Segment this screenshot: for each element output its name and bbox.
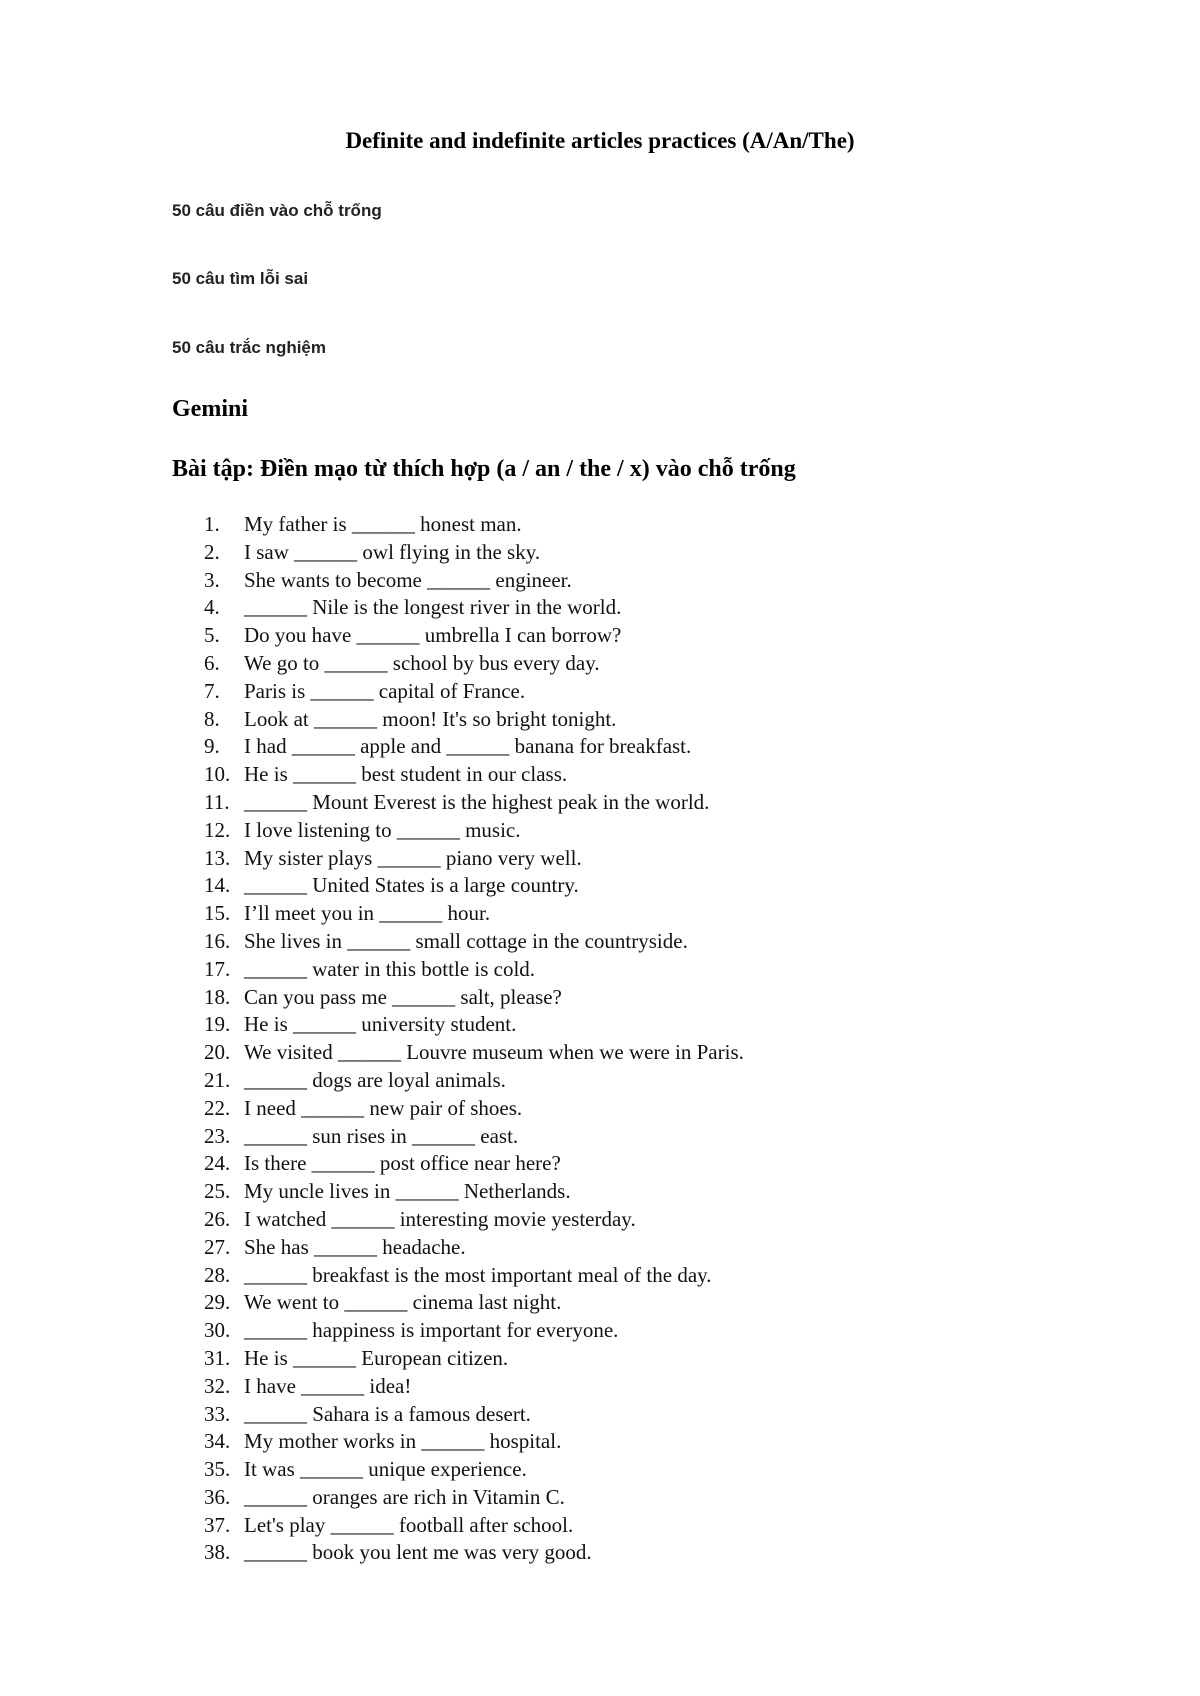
question-text: ______ United States is a large country. (244, 873, 579, 898)
question-number: 31. (204, 1345, 231, 1370)
question-number: 25. (204, 1179, 231, 1204)
document-title: Definite and indefinite articles practices (A/An/The) (345, 128, 855, 153)
question-number: 3. (204, 567, 220, 592)
question-item (0, 567, 1200, 595)
question-number: 38. (204, 1540, 231, 1565)
question-text: I need ______ new pair of shoes. (244, 1095, 523, 1120)
question-number: 10. (204, 762, 231, 787)
question-text: ______ happiness is important for everyone. (244, 1318, 619, 1343)
question-text: My mother works in ______ hospital. (244, 1429, 562, 1454)
question-number: 8. (204, 706, 220, 731)
question-item (0, 594, 1200, 622)
question-text: We went to ______ cinema last night. (244, 1290, 562, 1315)
question-text: We go to ______ school by bus every day. (244, 650, 600, 675)
question-number: 6. (204, 650, 220, 675)
question-number: 30. (204, 1318, 231, 1343)
question-text: She lives in ______ small cottage in the countryside. (244, 928, 688, 953)
question-item (0, 1011, 1200, 1039)
summary-find-errors: 50 câu tìm lỗi sai (172, 269, 309, 288)
question-text: Look at ______ moon! It's so bright tonight. (244, 706, 617, 731)
question-number: 20. (204, 1040, 231, 1065)
question-text: ______ sun rises in ______ east. (244, 1123, 519, 1148)
question-text: I saw ______ owl flying in the sky. (244, 539, 541, 564)
question-text: I have ______ idea! (244, 1373, 412, 1398)
question-item (0, 1095, 1200, 1123)
question-number: 28. (204, 1262, 231, 1287)
question-item (0, 1456, 1200, 1484)
question-number: 23. (204, 1123, 231, 1148)
question-item (0, 1484, 1200, 1512)
question-item (0, 900, 1200, 928)
question-text: Paris is ______ capital of France. (244, 678, 526, 703)
question-text: He is ______ best student in our class. (244, 762, 568, 787)
question-number: 33. (204, 1401, 231, 1426)
question-number: 36. (204, 1484, 231, 1509)
question-item (0, 1123, 1200, 1151)
question-item (0, 789, 1200, 817)
question-item (0, 956, 1200, 984)
question-text: He is ______ European citizen. (244, 1345, 509, 1370)
question-text: Do you have ______ umbrella I can borrow? (244, 623, 622, 648)
question-text: She has ______ headache. (244, 1234, 466, 1259)
question-text: Is there ______ post office near here? (244, 1151, 561, 1176)
question-text: ______ oranges are rich in Vitamin C. (244, 1484, 565, 1509)
question-item (0, 1178, 1200, 1206)
question-item (0, 1539, 1200, 1567)
question-text: ______ Nile is the longest river in the world. (244, 595, 622, 620)
question-item (0, 761, 1200, 789)
question-item (0, 1262, 1200, 1290)
question-text: I watched ______ interesting movie yesterday. (244, 1206, 636, 1231)
question-item (0, 650, 1200, 678)
question-item (0, 1289, 1200, 1317)
question-text: ______ Sahara is a famous desert. (244, 1401, 531, 1426)
question-item (0, 706, 1200, 734)
question-item (0, 733, 1200, 761)
exercise-heading: Bài tập: Điền mạo từ thích hợp (a / an / the / x) vào chỗ trống (172, 456, 796, 482)
model-heading: Gemini (172, 396, 248, 422)
question-number: 14. (204, 873, 231, 898)
question-number: 7. (204, 678, 220, 703)
question-text: ______ Mount Everest is the highest peak in the world. (244, 789, 710, 814)
question-number: 13. (204, 845, 231, 870)
question-text: ______ dogs are loyal animals. (244, 1067, 506, 1092)
question-number: 5. (204, 623, 220, 648)
summary-multiple-choice: 50 câu trắc nghiệm (172, 338, 327, 357)
question-number: 15. (204, 901, 231, 926)
question-list (0, 511, 1200, 1567)
question-text: Let's play ______ football after school. (244, 1512, 574, 1537)
question-item (0, 511, 1200, 539)
question-item (0, 1401, 1200, 1429)
question-number: 19. (204, 1012, 231, 1037)
question-number: 34. (204, 1429, 231, 1454)
question-number: 9. (204, 734, 220, 759)
question-text: ______ breakfast is the most important meal of the day. (244, 1262, 712, 1287)
question-number: 24. (204, 1151, 231, 1176)
question-number: 21. (204, 1067, 231, 1092)
question-item (0, 622, 1200, 650)
question-number: 2. (204, 539, 220, 564)
question-number: 11. (204, 789, 230, 814)
question-text: My sister plays ______ piano very well. (244, 845, 582, 870)
question-text: Can you pass me ______ salt, please? (244, 984, 562, 1009)
question-item (0, 1039, 1200, 1067)
question-number: 32. (204, 1373, 231, 1398)
question-item (0, 872, 1200, 900)
question-text: My uncle lives in ______ Netherlands. (244, 1179, 571, 1204)
question-text: It was ______ unique experience. (244, 1457, 527, 1482)
question-number: 16. (204, 928, 231, 953)
summary-fill-in-blank: 50 câu điền vào chỗ trống (172, 201, 382, 220)
question-item (0, 1206, 1200, 1234)
question-number: 35. (204, 1457, 231, 1482)
question-item (0, 1373, 1200, 1401)
question-item (0, 984, 1200, 1012)
question-text: My father is ______ honest man. (244, 512, 522, 536)
question-item (0, 539, 1200, 567)
question-text: I had ______ apple and ______ banana for breakfast. (244, 734, 692, 759)
question-number: 37. (204, 1512, 231, 1537)
question-item (0, 1512, 1200, 1540)
question-item (0, 1067, 1200, 1095)
question-number: 29. (204, 1290, 231, 1315)
question-number: 26. (204, 1206, 231, 1231)
question-item (0, 845, 1200, 873)
question-item (0, 1428, 1200, 1456)
question-item (0, 678, 1200, 706)
question-number: 12. (204, 817, 231, 842)
question-number: 4. (204, 595, 220, 620)
question-item (0, 1345, 1200, 1373)
question-text: She wants to become ______ engineer. (244, 567, 572, 592)
question-item (0, 1150, 1200, 1178)
question-text: ______ book you lent me was very good. (244, 1540, 592, 1565)
question-number: 22. (204, 1095, 231, 1120)
question-text: We visited ______ Louvre museum when we were in Paris. (244, 1040, 744, 1065)
question-text: I’ll meet you in ______ hour. (244, 901, 491, 926)
question-item (0, 1317, 1200, 1345)
question-text: He is ______ university student. (244, 1012, 517, 1037)
question-item (0, 817, 1200, 845)
question-text: I love listening to ______ music. (244, 817, 521, 842)
question-text: ______ water in this bottle is cold. (244, 956, 536, 981)
question-item (0, 928, 1200, 956)
question-item (0, 1234, 1200, 1262)
question-number: 17. (204, 956, 231, 981)
question-number: 27. (204, 1234, 231, 1259)
question-number: 1. (204, 512, 220, 536)
question-number: 18. (204, 984, 231, 1009)
